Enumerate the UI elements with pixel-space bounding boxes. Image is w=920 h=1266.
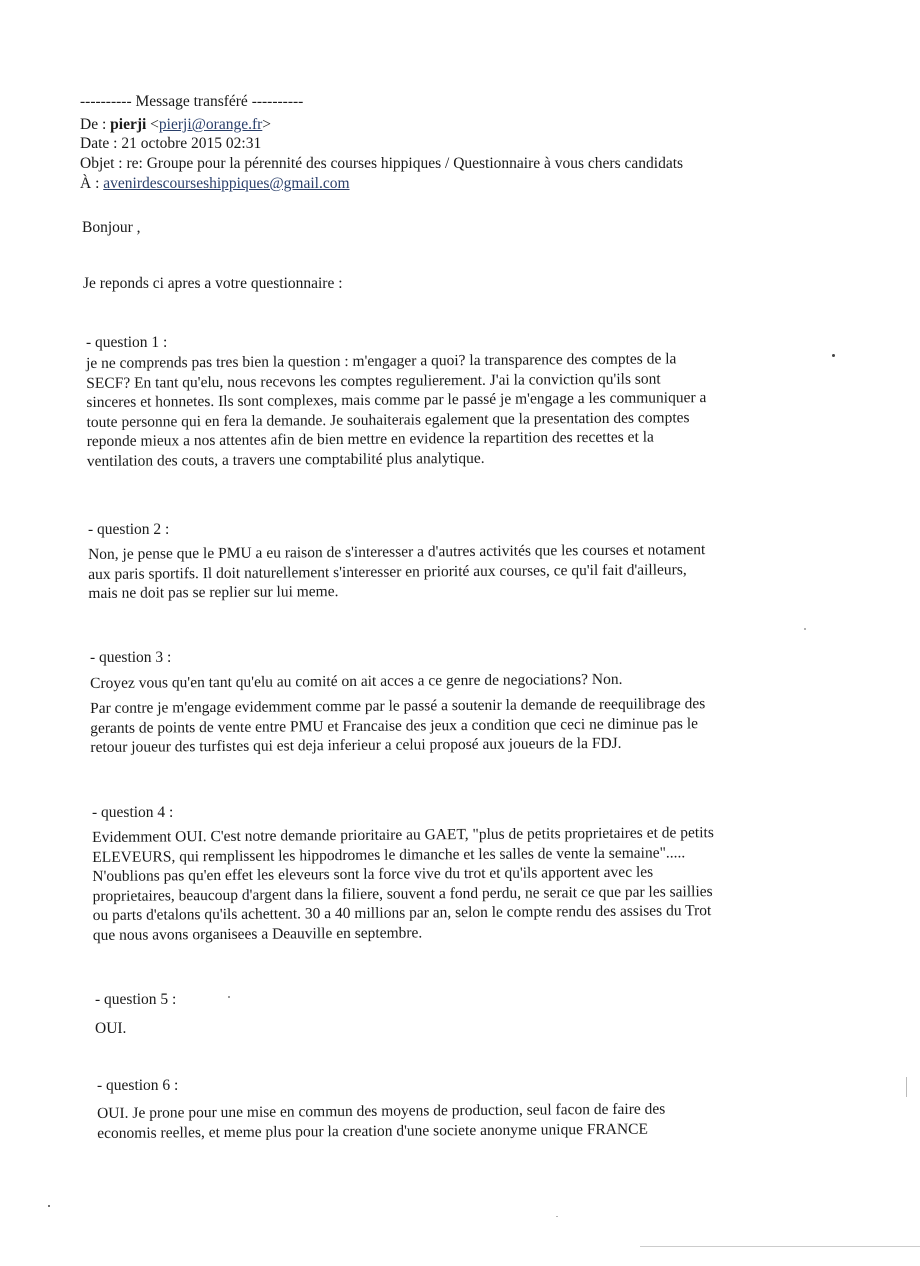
answer-line: ELEVEURS, qui remplissent les hippodromes le dimanche et les salles de vente la semaine".....: [92, 843, 686, 866]
answer-line: OUI. Je prone pour une mise en commun des moyens de production, seul facon de faire des: [97, 1100, 666, 1122]
scan-speck: [832, 354, 835, 357]
question-3-answer-b: [90, 694, 706, 757]
question-3-answer-a: [90, 670, 623, 694]
answer-line: ou parts d'etalons qu'ils achettent. 30 a 40 millions par an, selon le compte rendu des assises du Trot: [92, 902, 712, 924]
question-6-heading: - question 6 :: [97, 1077, 179, 1094]
subject-line: Objet : re: Groupe pour la pérennité des courses hippiques / Questionnaire à vous chers candidats: [80, 155, 684, 172]
from-label: De :: [80, 116, 107, 133]
to-label: À :: [80, 175, 100, 192]
question-5-answer: [95, 1019, 126, 1039]
from-name: pierji: [110, 116, 147, 133]
answer-line: Non, je pense que le PMU a eu raison de s'interesser a d'autres activités que les courses et notament: [88, 541, 706, 563]
answer-line: reponde mieux a nos attentes afin de bien mettre en evidence la repartition des recettes et la: [86, 428, 654, 450]
date-line: Date : 21 octobre 2015 02:31: [80, 135, 262, 152]
answer-line: economis reelles, et meme plus pour la creation d'une societe anonyme unique FRANCE: [97, 1120, 649, 1142]
answer-line: toute personne qui en fera la demande. Je souhaiterais egalement que la presentation des comptes: [86, 408, 690, 431]
answer-line: mais ne doit pas se replier sur lui meme.: [88, 583, 339, 602]
answer-line: Evidemment OUI. C'est notre demande prioritaire au GAET, "plus de petits proprietaires et de petits: [92, 824, 714, 846]
forward-marker: ---------- Message transféré ----------: [80, 93, 304, 110]
scan-speck: [228, 996, 230, 998]
question-3-heading: - question 3 :: [90, 649, 172, 666]
scan-speck: [48, 1205, 50, 1207]
answer-line: gerants de points de vente entre PMU et Francaise des jeux a condition que ceci ne diminue pas le: [90, 714, 699, 737]
question-4-answer: [92, 823, 715, 945]
scan-speck: [804, 628, 806, 630]
question-1-answer: [86, 349, 707, 471]
from-line: De : pierji <pierji@orange.fr>: [80, 116, 272, 133]
answer-line: je ne comprends pas tres bien la question : m'engager a quoi? la transparence des comptes de la: [86, 350, 677, 372]
answer-line: Croyez vous qu'en tant qu'elu au comité on ait acces a ce genre de negociations? Non.: [90, 670, 623, 692]
answer-line: aux paris sportifs. Il doit naturellement s'interesser en priorité aux courses, ce qu'il fait d'ailleurs,: [88, 560, 687, 583]
answer-line: SECF? En tant qu'elu, nous recevons les comptes regulierement. J'ai la conviction qu'ils sont: [86, 369, 661, 392]
question-2-heading: - question 2 :: [88, 521, 170, 538]
to-email-link[interactable]: avenirdescourseshippiques@gmail.com: [103, 175, 350, 192]
answer-line: Par contre je m'engage evidemment comme par le passé a soutenir la demande de reequilibrage des: [90, 695, 706, 717]
answer-line: retour joueur des turfistes qui est deja inferieur a celui proposé aux joueurs de la FDJ.: [90, 734, 622, 756]
from-email-link[interactable]: pierji@orange.fr: [158, 116, 263, 133]
answer-line: proprietaires, beaucoup d'argent dans la filiere, souvent a fond perdu, ne serait ce que par les saillies: [92, 882, 713, 905]
question-6-answer: [97, 1100, 665, 1143]
scan-speck: [556, 1216, 558, 1217]
question-2-answer: [88, 540, 706, 603]
scan-speck: [906, 1077, 907, 1097]
question-1-heading: - question 1 :: [86, 334, 168, 351]
answer-line: OUI.: [95, 1020, 127, 1037]
answer-line: sinceres et honnetes. Ils sont complexes, mais comme par le passé je m'engage a les communiquer a: [86, 389, 707, 411]
to-line: [80, 174, 350, 194]
greeting: Bonjour ,: [82, 219, 141, 236]
answer-line: N'oublions pas qu'en effet les eleveurs sont la force vive du trot et qu'ils apportent avec les: [92, 863, 654, 885]
scan-edge-line: [640, 1246, 920, 1247]
answer-line: ventilation des couts, a travers une comptabilité plus analytique.: [86, 449, 485, 470]
question-4-heading: - question 4 :: [92, 804, 174, 821]
question-5-heading: - question 5 :: [95, 991, 177, 1008]
intro-text: Je reponds ci apres a votre questionnaire :: [83, 275, 343, 292]
answer-line: que nous avons organisees a Deauville en septembre.: [92, 923, 423, 944]
